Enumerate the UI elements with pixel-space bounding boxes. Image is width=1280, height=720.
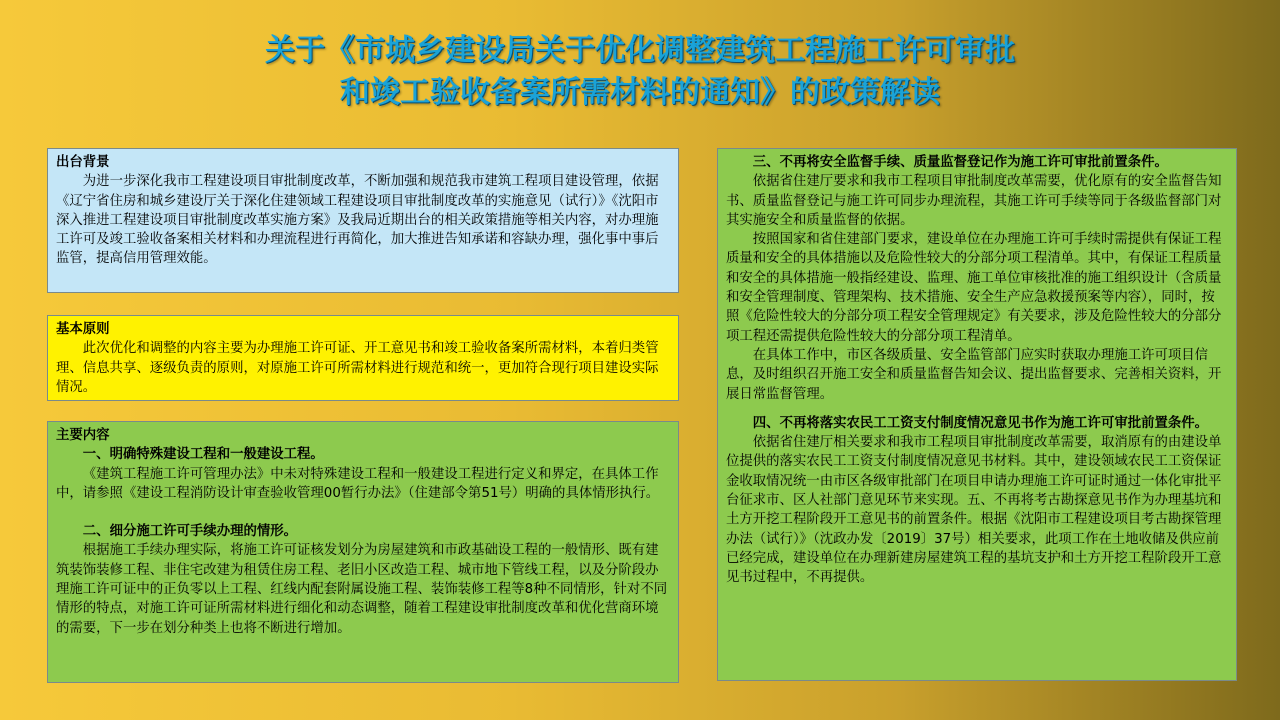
section-2-body: 根据施工手续办理实际，将施工许可证核发划分为房屋建筑和市政基础设工程的一般情形、既有建筑装饰装修工程、非住宅改建为租赁住房工程、老旧小区改造工程、城市地下管线工程，以及分阶段办理施工许可证中的正负零以上工程、红线内配套附属设施工程、装饰装修工程等8种不同情形，针对不同情形的特点，对施工许可证所需材料进行细化和动态调整，随着工程建设审批制度改革和优化营商环境的需要，下一步在划分种类上也将不断进行增加。 [56,543,668,636]
section-4-para-1: 依据省住建厅相关要求和我市工程项目审批制度改革需要，取消原有的由建设单位提供的落实农民工工资支付制度情况意见书材料。其中，建设领域农民工工资保证金收取情况统一由市区各级审批部门在项目申请办理施工许可证时通过一体化审批平台征求市、区人社部门意见环节来实现。五、不再将考古勘探意见书作为办理基坑和土方开挖工程阶段开工意见书的前置条件。根据《沈阳市工程建设项目考古勘探管理办法（试行）》（沈政办发〔2019〕37号）相关要求，此项工作在土地收储及供应前已经完成，建设单位在办理新建房屋建筑工程的基坑支护和土方开挖工程阶段开工意见书过程中，不再提供。 [726,435,1222,586]
principle-heading: 基本原则 [56,322,110,337]
right-content-section [717,148,1237,681]
section-2-title: 二、细分施工许可手续办理的情形。 [82,524,298,540]
section-1-body: 《建筑工程施工许可管理办法》中未对特殊建设工程和一般建设工程进行定义和界定，在具体工作中，请参照《建设工程消防设计审查验收管理00暂行办法》（住建部令第51号）明确的具体情形执行。 [56,466,660,501]
background-heading: 出台背景 [56,155,110,170]
principle-section [47,315,679,401]
section-1-title: 一、明确特殊建设工程和一般建设工程。 [82,447,324,463]
section-3-title: 三、不再将安全监督手续、质量监督登记作为施工许可审批前置条件。 [752,155,1168,170]
section-3-para-3: 在具体工作中，市区各级质量、安全监管部门应实时获取办理施工许可项目信息，及时组织召开施工安全和质量监督告知会议、提出监督要求、完善相关资料，开展日常监督管理。 [726,347,1222,402]
main-content-section [47,421,679,683]
section-3-para-1: 依据省住建厅要求和我市工程项目审批制度改革需要，优化原有的安全监督告知书、质量监督登记与施工许可同步办理流程，其施工许可手续等同于各级监督部门对其实施安全和质量监督的依据。 [726,174,1222,228]
principle-body: 此次优化和调整的内容主要为办理施工许可证、开工意见书和竣工验收备案所需材料，本着归类管理、信息共享、逐级负责的原则，对原施工许可所需材料进行规范和统一，更加符合现行项目建设实际情况。 [56,341,659,395]
section-4-title: 四、不再将落实农民工工资支付制度情况意见书作为施工许可审批前置条件。 [752,415,1209,431]
page-title [0,30,1280,114]
main-heading: 主要内容 [56,428,110,443]
background-section [47,148,679,293]
section-3-para-2: 按照国家和省住建部门要求，建设单位在办理施工许可手续时需提供有保证工程质量和安全的具体措施以及危险性较大的分部分项工程清单。其中，有保证工程质量和安全的具体措施一般指经建设、监理、施工单位审核批准的施工组织设计（含质量和安全管理制度、管理架构、技术措施、安全生产应急救援预案等内容），同时，按照《危险性较大的分部分项工程安全管理规定》有关要求，涉及危险性较大的分部分项工程还需提供危险性较大的分部分项工程清单。 [726,232,1222,344]
background-body: 为进一步深化我市工程建设项目审批制度改革，不断加强和规范我市建筑工程项目建设管理，依据《辽宁省住房和城乡建设厅关于深化住建领域工程建设项目审批制度改革的实施意见（试行）》《沈阳市深入推进工程建设项目审批制度改革实施方案》及我局近期出台的相关政策措施等相关内容，对办理施工许可及竣工验收备案相关材料和办理流程进行再简化，加大推进告知承诺和容缺办理，强化事中事后监管，提高信用管理效能。 [56,174,659,267]
title-line-2: 和竣工验收备案所需材料的通知》的政策解读 [340,75,940,110]
title-line-1: 关于《市城乡建设局关于优化调整建筑工程施工许可审批 [265,33,1015,68]
